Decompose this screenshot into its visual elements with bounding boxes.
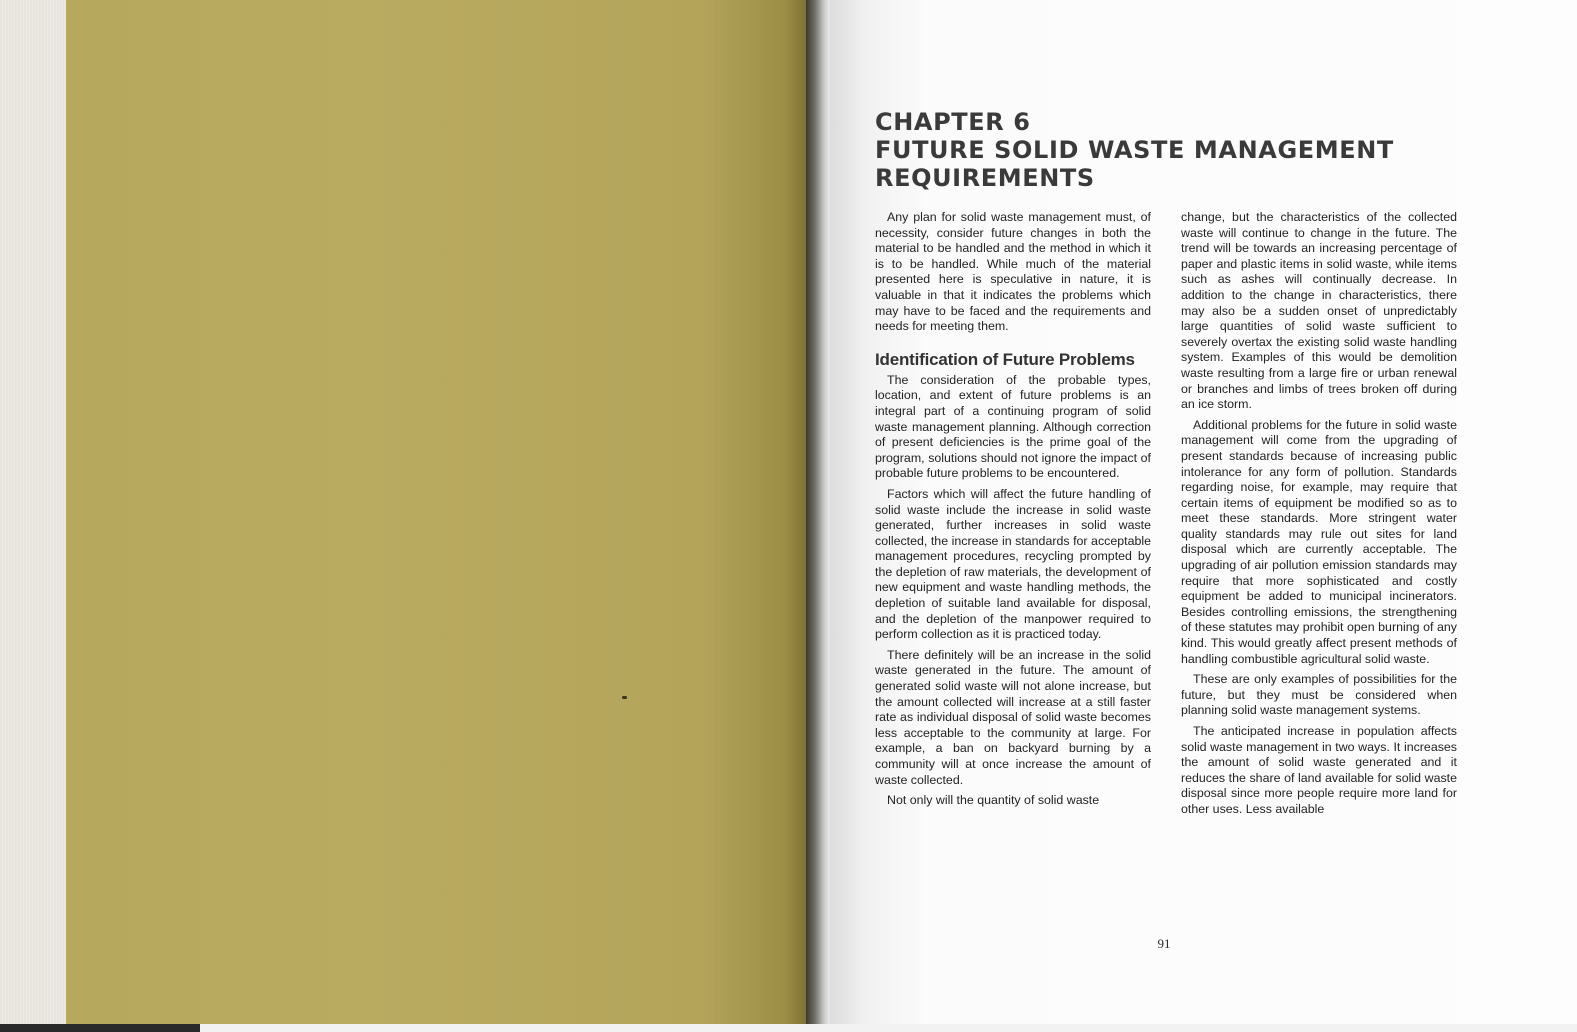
right-text-column: [1181, 210, 1457, 823]
paragraph: The anticipated increase in population affects solid waste management in two ways. It increases the amount of solid waste generated and it reduces the share of land available for solid waste disposal since more people require more land for other uses. Less available: [1181, 724, 1457, 816]
chapter-number: CHAPTER 6: [875, 108, 1031, 136]
section-heading: Identification of Future Problems: [875, 349, 1135, 369]
paragraph: These are only examples of possibilities for the future, but they must be considered when planning solid waste management systems.: [1181, 672, 1457, 718]
paragraph: Factors which will affect the future handling of solid waste include the increase in solid waste generated, further increases in solid waste collected, the increase in standards for acceptable management procedures, recycling prompted by the depletion of raw materials, the development of new equipment and waste handling methods, the depletion of suitable land available for disposal, and the depletion of the manpower required to perform collection as it is practiced today.: [875, 486, 1151, 642]
page-number: 91: [1157, 936, 1171, 951]
paragraph: The consideration of the probable types, location, and extent of future problems is an integral part of a continuing program of solid waste management planning. Although correction of present deficiencies is the prime goal of the program, solutions should not ignore the impact of probable future problems to be encountered.: [875, 372, 1151, 481]
left-text-column: [875, 210, 1151, 814]
chapter-title-line-1: FUTURE SOLID WASTE MANAGEMENT: [875, 136, 1394, 164]
paragraph: Not only will the quantity of solid waste: [887, 793, 1100, 808]
bottom-edge: [0, 1024, 1577, 1032]
page-edges: [0, 0, 66, 1024]
paragraph: There definitely will be an increase in the solid waste generated in the future. The amount of generated solid waste will not alone increase, but the amount collected will increase at a still faster rate as individual disposal of solid waste becomes less acceptable to the community at large. For example, a ban on backyard burning by a community will at once increase the amount of waste collected.: [875, 647, 1151, 787]
book-gutter: [806, 0, 830, 1024]
chapter-heading: [875, 108, 1515, 192]
paragraph: change, but the characteristics of the collected waste will continue to change in the future. The trend will be towards an increasing percentage of paper and plastic items in solid waste, while items such as ashes will continually decrease. In addition to the change in characteristics, there may also be a sudden onset of unpredictably large quantities of solid waste sufficient to severely overtax the existing solid waste handling system. Examples of this would be demolition waste resulting from a large fire or urban renewal or branches and limbs of trees broken off during an ice storm.: [1181, 210, 1457, 412]
chapter-title-line-2: REQUIREMENTS: [875, 164, 1095, 192]
left-blank-page: [66, 0, 816, 1024]
bottom-edge-paper: [200, 1024, 1577, 1032]
paragraph: Any plan for solid waste management must, of necessity, consider future changes in both the material to be handled and the method in which it is to be handled. While much of the material presented here is speculative in nature, it is valuable in that it indicates the problems which may have to be faced and the requirements and needs for meeting them.: [875, 210, 1151, 334]
paper-speck: [622, 696, 627, 699]
paragraph: Additional problems for the future in solid waste management will come from the upgrading of present standards because of increasing public intolerance for any form of pollution. Standards regarding noise, for example, may require that certain items of equipment be modified so as to meet these standards. More stringent water quality standards may rule out sites for land disposal which are currently acceptable. The upgrading of air pollution emission standards may require that more sophisticated and costly equipment be added to municipal incinerators. Besides controlling emissions, the strengthening of these statutes may prohibit open burning of any kind. This would greatly affect present methods of handling combustible agricultural solid waste.: [1181, 417, 1457, 666]
